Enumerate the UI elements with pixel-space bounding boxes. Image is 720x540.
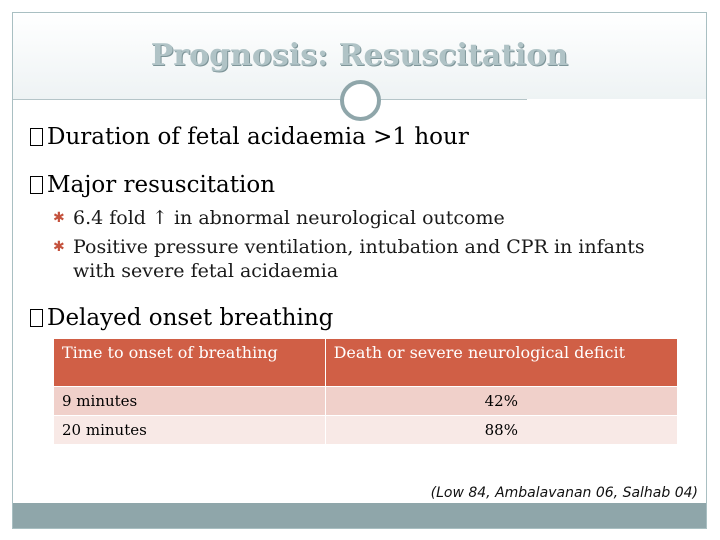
slide-title: Prognosis: Resuscitation bbox=[150, 38, 569, 73]
footer-bar bbox=[13, 503, 706, 528]
sub-bullet-ppv bbox=[53, 235, 673, 283]
bullet-box-icon bbox=[30, 176, 43, 194]
bullet-text: Major resuscitation bbox=[47, 172, 276, 198]
table-header-cell: Death or severe neurological deficit bbox=[325, 339, 677, 387]
asterisk-bullet-icon: ✱ bbox=[53, 239, 65, 255]
bullet-text: Duration of fetal acidaemia >1 hour bbox=[47, 124, 469, 150]
bullet-text: Delayed onset breathing bbox=[47, 305, 334, 331]
table-header-row bbox=[54, 339, 678, 387]
table-cell: 42% bbox=[325, 387, 677, 416]
sub-bullet-neuro-outcome bbox=[53, 206, 673, 230]
sub-bullet-text: 6.4 fold ↑ in abnormal neurological outcome bbox=[73, 207, 505, 229]
bullet-duration bbox=[30, 124, 469, 150]
citation: (Low 84, Ambalavanan 06, Salhab 04) bbox=[430, 485, 698, 501]
sub-bullet-text: Positive pressure ventilation, intubation and CPR in infants with severe fetal acidaemia bbox=[73, 236, 645, 282]
title-divider bbox=[13, 99, 527, 100]
bullet-box-icon bbox=[30, 309, 43, 327]
breathing-outcome-table bbox=[53, 338, 678, 445]
table-row bbox=[54, 387, 678, 416]
bullet-box-icon bbox=[30, 128, 43, 146]
table-header-cell: Time to onset of breathing bbox=[54, 339, 326, 387]
table-cell: 88% bbox=[325, 416, 677, 445]
title-circle-ornament bbox=[340, 80, 381, 121]
table-cell: 9 minutes bbox=[54, 387, 326, 416]
bullet-major-resuscitation bbox=[30, 172, 275, 198]
bullet-delayed-breathing bbox=[30, 305, 333, 331]
table-row bbox=[54, 416, 678, 445]
asterisk-bullet-icon: ✱ bbox=[53, 210, 65, 226]
table-cell: 20 minutes bbox=[54, 416, 326, 445]
